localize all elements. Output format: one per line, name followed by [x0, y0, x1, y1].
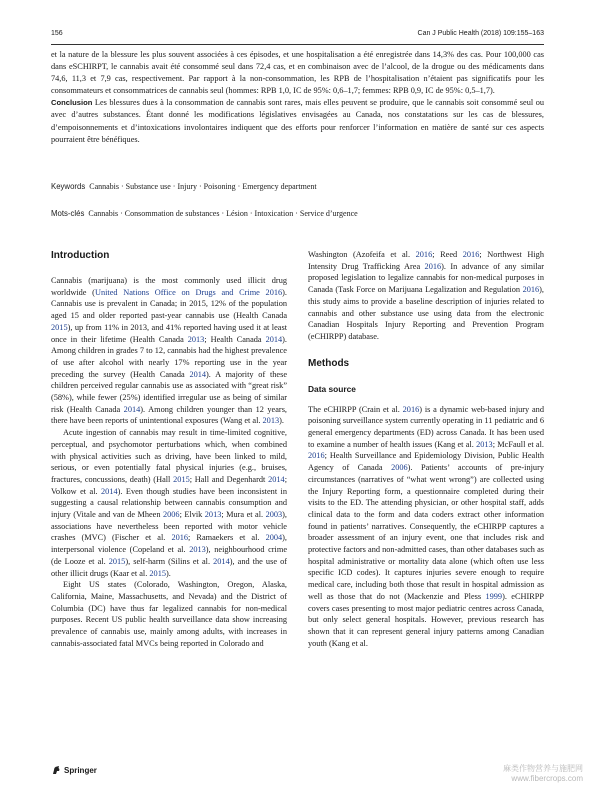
text-run: ). Even though studies have been inconsistent in suggesting a causal relationship between cannabis consumption and injury (Vitale and van de Mheen [51, 486, 288, 520]
intro-paragraph-3 [51, 579, 287, 649]
text-run: Washington (Azofeifa et al. [308, 250, 416, 259]
watermark-line-2: www.fibercrops.com [511, 774, 583, 783]
left-column [51, 249, 287, 650]
publisher-footer [51, 765, 97, 775]
text-run: ; McFaull et al. [492, 439, 544, 449]
text-run: ), and the use of other illicit drugs (Kaar et al. [51, 556, 287, 578]
mots-cles-label: Mots-clés [51, 209, 85, 218]
citation-link[interactable]: 2016 [402, 404, 420, 414]
text-run: Cannabis (marijuana) is the most commonly used illicit drug worldwide ( [51, 276, 287, 297]
section-heading-introduction: Introduction [51, 250, 110, 261]
abstract-conclusion [51, 97, 544, 145]
right-column [308, 249, 544, 649]
watermark-line-1: 麻类作物营养与施肥网 [503, 764, 583, 773]
conclusion-label: Conclusion [51, 98, 93, 108]
intro-paragraph-2 [51, 427, 287, 579]
citation-link[interactable]: 2014 [101, 486, 118, 496]
citation-link[interactable]: 2016 [171, 533, 189, 543]
publisher-name: Springer [64, 765, 97, 775]
keywords-text: Cannabis · Substance use · Injury · Poisoning · Emergency department [89, 182, 317, 191]
text-run: ), interpersonal violence (Copeland et al. [51, 533, 287, 555]
citation-link[interactable]: 2003 [265, 510, 283, 520]
citation-link[interactable]: 2015 [51, 322, 68, 332]
citation-link[interactable]: 2015 [149, 568, 166, 578]
citation-link[interactable]: 2013 [204, 510, 222, 520]
text-run: ; Health Surveillance and Epidemiology Division, Public Health Agency of Canada [308, 451, 544, 473]
abstract-french [51, 49, 544, 146]
text-run: ). Among children younger than 12 years, there have been reports of unintentional exposures (Wang et al. [51, 404, 287, 426]
section-heading-methods: Methods [308, 357, 350, 369]
citation-link[interactable]: 1999 [485, 591, 503, 601]
text-run: ). [165, 568, 171, 578]
text-run: The eCHIRPP (Crain et al. [308, 404, 403, 414]
subsection-heading-data-source: Data source [308, 383, 356, 394]
text-run: ; Ramaekers et al. [188, 533, 266, 543]
citation-link[interactable]: 2014 [189, 369, 207, 379]
text-run: ) is a dynamic web-based injury and poisoning surveillance system currently operating in 11 pediatric and 6 general emergency departments (ED) across Canada. It has been used to examine a number of health issues (Kang et al. [308, 404, 544, 449]
citation-link[interactable]: 2014 [213, 556, 230, 566]
text-run: ; Northwest High Intensity Drug Trafficking Area [308, 250, 544, 271]
text-run: ; Health Canada [204, 334, 266, 344]
text-run: ; Reed [432, 250, 463, 259]
keywords [51, 181, 544, 192]
abstract-results-continued: et la nature de la blessure les plus souvent associées à ces épisodes, et une hospitalisation a été enregistrée dans 14,3% des cas. Pour 100,000 cas dans eSCHIRPT, le cannabis avait été consommé seul dans 72,4 cas, et en combinaison avec de l’alcool, de la drogue ou des médicaments dans 74,6, 11,3 et 7,9 cas, respectivement. Par rapport à la non-consommation, les RPB de l’hospitalisation n’étaient pas significatifs pour les consommateurs et consommatrices de cannabis seul (hommes: RPB 1,0, IC de 95%: 0,6–1,7; femmes: RPB 0,9, IC de 95%: 0,5–1,7). [51, 50, 544, 96]
text-run: ). [279, 416, 284, 426]
citation-link[interactable]: 2015 [108, 556, 126, 566]
text-run: ). eCHIRPP covers cases presenting to most major pediatric centres across Canada, but only select general hospitals. However, previous research has shown that it can represent general injury patterns among Canadian youth (Kang et al. [308, 591, 544, 648]
text-run: ; Volkow et al. [51, 474, 287, 496]
text-run: ; Hall and Degenhardt [189, 474, 269, 484]
text-run: ). Cannabis use is prevalent in Canada; in 2015, 12% of the population aged 15 and older reported past-year cannabis use (Health Canada [51, 287, 287, 321]
mots-cles-text: Cannabis · Consommation de substances · Lésion · Intoxication · Service d’urgence [88, 209, 358, 218]
citation-link[interactable]: 2014 [265, 334, 283, 344]
text-run: ). A majority of these children perceived regular cannabis use as associated with “great risk” (58%), while fewer (25%) identified irregular use as being of similar risk (Health Canada [51, 369, 288, 414]
text-run: ), associations have nevertheless been reported with motor vehicle crashes (MVC) (Fischer et al. [51, 510, 287, 543]
citation-link[interactable]: 2014 [123, 404, 141, 414]
text-run: ), self-harm (Silins et al. [125, 556, 214, 566]
citation-link[interactable]: 2016 [462, 250, 480, 259]
citation-link[interactable]: United Nations Office on Drugs and Crime 2016 [94, 287, 283, 297]
citation-link[interactable]: 2006 [391, 463, 408, 473]
citation-link[interactable]: 2013 [189, 545, 206, 555]
conclusion-text: Les blessures dues à la consommation de cannabis sont rares, mais elles peuvent se produire, que le cannabis soit consommé seul ou avec d’autres substances. Étant donné les modifications législatives envisagées au Canada, nos constatations sur les cas de blessures, d’empoisonnements et d’intoxications involontaires indiquent que des efforts pour renforcer l’information en matière de santé sur ces aspects pourraient être bénéfiques. [51, 98, 545, 144]
header-rule [51, 44, 544, 45]
journal-citation: Can J Public Health (2018) 109:155–163 [417, 30, 544, 37]
citation-link[interactable]: 2014 [268, 474, 285, 484]
citation-link[interactable]: 2016 [308, 451, 325, 461]
mots-cles [51, 208, 544, 219]
citation-link[interactable]: 2016 [415, 250, 433, 259]
page-number: 156 [51, 30, 63, 37]
running-header [51, 30, 544, 42]
text-run: ). Among children in grades 7 to 12, cannabis had the highest prevalence of use after alcohol with nearly 17% reporting use in the year preceding the survey (Health Canada [51, 334, 287, 379]
text-run: Acute ingestion of cannabis may result in time-limited cognitive, perceptual, and psychomotor perturbations which, when combined with physical activities such as driving, have been linked to mild, serious, or even potentially fatal physical injuries (e.g., bruises, fractures, concussions, death) (Hall [51, 428, 287, 484]
text-run: ), up from 11% in 2013, and 41% reported having used it at least once in their lifetime (Health Canada [51, 322, 287, 344]
text-run: Eight US states (Colorado, Washington, Oregon, Alaska, California, Maine, Massachusetts, and Nevada) and the District of Columbia (DC) have thus far legalized cannabis for non-medical purposes. Recent US public health surveillance data show increasing prevalence of cannabis use, mainly among adults, with increases in cannabis-associated fatal MVCs being reported in Colorado and [51, 580, 287, 648]
citation-link[interactable]: 2016 [424, 261, 442, 271]
citation-link[interactable]: 2015 [173, 474, 190, 484]
citation-link[interactable]: 2013 [262, 416, 280, 426]
citation-link[interactable]: 2006 [162, 510, 180, 520]
text-run: ; Mura et al. [221, 510, 266, 520]
keywords-label: Keywords [51, 182, 86, 191]
citation-link[interactable]: 2013 [476, 439, 493, 449]
citation-link[interactable]: 2004 [265, 533, 283, 543]
data-source-paragraph [308, 404, 544, 650]
citation-link[interactable]: 2013 [187, 334, 205, 344]
text-run: ). In advance of any similar proposed legislation to legalize cannabis for non-medical purposes in Canada (Task Force on Marijuana Legalization and Regulation [308, 261, 545, 295]
springer-horse-icon [51, 765, 61, 775]
text-run: ), neighbourhood crime (de Looze et al. [51, 545, 288, 566]
text-run: ), this study aims to provide a baseline description of injuries related to cannabis and other substance use using data from the electronic Canadian Hospitals Injury Reporting and Prevention Program (eCHIRPP) database. [308, 285, 544, 341]
citation-link[interactable]: 2016 [522, 285, 540, 295]
text-run: ). Patients’ accounts of pre-injury circumstances (narratives of “what went wrong”) are collected using the Injury Reporting form, a questionnaire completed during their visits to the ED. The attending physician, or other hospital staff, adds clinical data to the form and data coders extract other information found in patients’ narratives. Consequently, the eCHIRPP captures a broader assessment of an injury event, one that includes risk and protective factors and non-admitted cases, than other databases such as hospital administrative or mortality data alone (which often use less specific ICD codes). It captures injuries severe enough to require medical care, including both those that result in hospital admission as well as those that do not (Mackenzie and Pless [308, 463, 544, 601]
intro-paragraph-1 [51, 275, 287, 427]
site-watermark [503, 764, 583, 784]
intro-paragraph-continued [308, 249, 544, 343]
text-run: ; Elvik [179, 510, 205, 520]
